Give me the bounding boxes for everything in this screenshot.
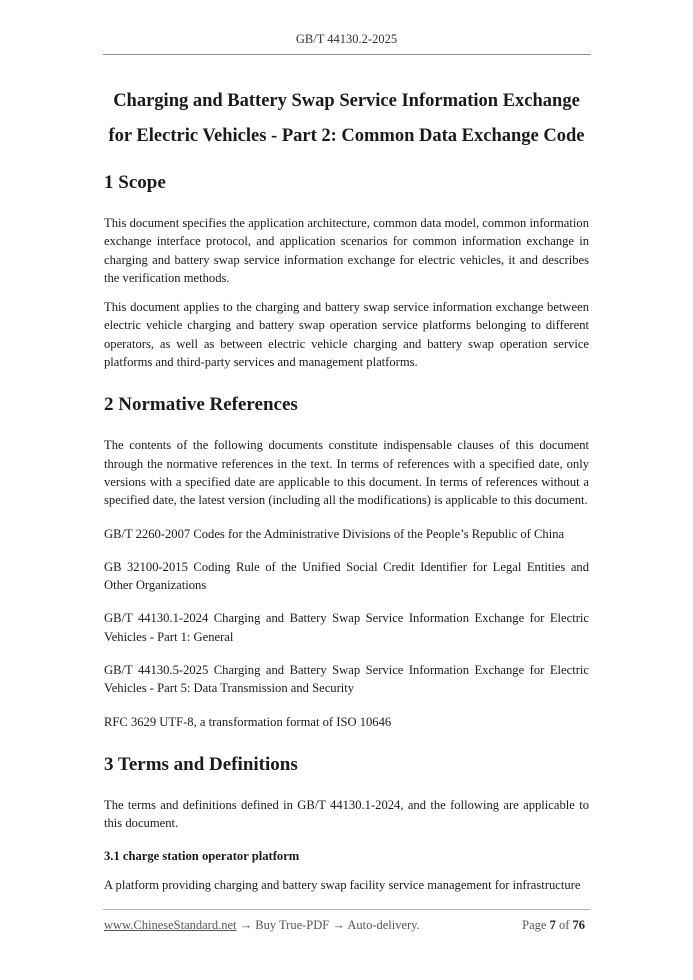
page-number — [522, 918, 585, 933]
buy-true-pdf-text: Buy True-PDF — [255, 918, 330, 932]
scope-paragraph-2: This document applies to the charging and battery swap service information exchange between electric vehicle charging and battery swap operation service platforms belonging to different operators, as well as between electric vehicle charging and battery swap operation service platforms and third-party services and management platforms. — [104, 300, 589, 370]
total-pages: 76 — [572, 918, 585, 932]
terms-intro: The terms and definitions defined in GB/T 44130.1-2024, and the following are applicable to this document. — [104, 797, 589, 831]
current-page: 7 — [549, 918, 556, 932]
auto-delivery-text: Auto-delivery. — [347, 918, 420, 932]
of-label: of — [558, 918, 570, 932]
arrow-right-icon: → — [239, 918, 253, 932]
document-body — [104, 169, 589, 894]
term-definition: A platform providing charging and battery swap facility service management for infrastructure — [104, 877, 581, 892]
section-heading-terms: 3 Terms and Definitions — [104, 753, 298, 775]
title-line-1: Charging and Battery Swap Service Information Exchange — [113, 91, 580, 111]
header-divider — [103, 54, 591, 55]
term-heading: 3.1 charge station operator platform — [104, 848, 300, 863]
document-title — [95, 84, 598, 154]
section-heading-normative-references: 2 Normative References — [104, 394, 298, 416]
document-code-header: GB/T 44130.2-2025 — [295, 32, 398, 46]
scope-paragraph-1: This document specifies the application architecture, common data model, common information exchange interface protocol, and application scenarios for common information exchange in charging and battery swap service information exchange for electric vehicles, it and describes the verification methods. — [104, 216, 589, 285]
title-line-2: for Electric Vehicles - Part 2: Common Data Exchange Code — [108, 126, 585, 146]
reference-item: RFC 3629 UTF-8, a transformation format of ISO 10646 — [104, 714, 392, 729]
section-heading-scope: 1 Scope — [104, 172, 166, 193]
reference-item: GB 32100-2015 Coding Rule of the Unified Social Credit Identifier for Legal Entities and Other Organizations — [104, 559, 589, 593]
reference-item: GB/T 44130.5-2025 Charging and Battery Swap Service Information Exchange for Electric Vehicles - Part 5: Data Transmission and Security — [104, 663, 589, 696]
reference-item: GB/T 44130.1-2024 Charging and Battery Swap Service Information Exchange for Electric Vehicles - Part 1: General — [104, 611, 589, 644]
reference-item: GB/T 2260-2007 Codes for the Administrative Divisions of the People’s Republic of China — [104, 526, 565, 541]
arrow-right-icon: → — [332, 918, 345, 932]
normative-intro: The contents of the following documents constitute indispensable clauses of this document through the normative references in the text. In terms of references with a specified date, only versions with a specified date are applicable to this document. In terms of references without a specified date, the latest version (including all the modifications) is applicable to this document. — [104, 438, 589, 508]
website-link[interactable]: www.ChineseStandard.net — [104, 918, 237, 932]
page-label: Page — [522, 918, 547, 932]
footer-promo — [104, 918, 420, 933]
footer-divider — [103, 909, 591, 910]
